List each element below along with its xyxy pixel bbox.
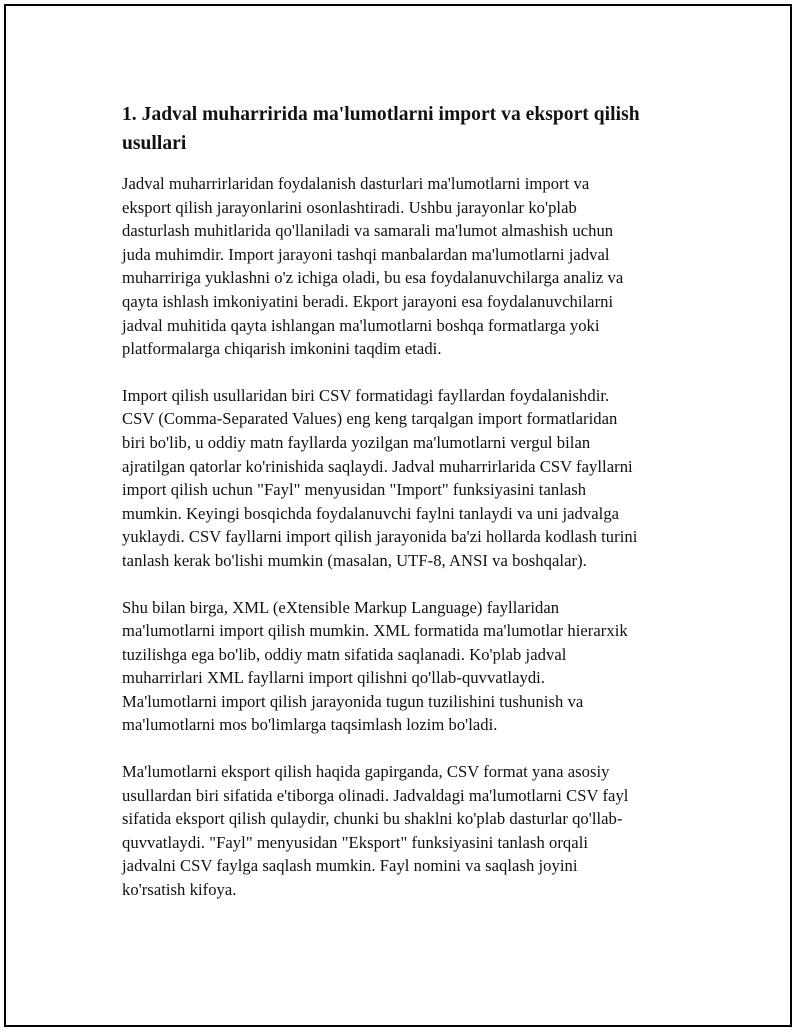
text-line: biri bo'lib, u oddiy matn fayllarda yozilgan ma'lumotlarni vergul bilan: [122, 432, 591, 452]
text-line: dasturlash muhitlarida qo'llaniladi va samarali ma'lumot almashish uchun: [122, 221, 614, 241]
text-line: muharrirlari XML fayllarni import qilishni qo'llab-quvvatlaydi.: [122, 668, 546, 688]
text-line: ko'rsatish kifoya.: [122, 880, 237, 900]
text-line: jadvalni CSV faylga saqlash mumkin. Fayl nomini va saqlash joyini: [122, 856, 578, 876]
text-line: ajratilgan qatorlar ko'rinishida saqlaydi. Jadval muharrirlarida CSV fayllarni: [122, 456, 633, 476]
text-line: CSV (Comma-Separated Values) eng keng tarqalgan import formatlaridan: [122, 409, 618, 429]
text-line: import qilish uchun "Fayl" menyusidan "Import" funksiyasini tanlash: [122, 480, 587, 500]
heading-line: 1. Jadval muharririda ma'lumotlarni import va eksport qilish: [122, 104, 640, 125]
text-line: Ma'lumotlarni import qilish jarayonida tugun tuzilishini tushunish va: [122, 691, 584, 711]
paragraph-xml-import: [122, 596, 682, 738]
document-content: [122, 100, 682, 902]
text-line: ma'lumotlarni mos bo'limlarga taqsimlash lozim bo'ladi.: [122, 715, 498, 735]
text-line: Import qilish usullaridan biri CSV formatidagi fayllardan foydalanishdir.: [122, 385, 610, 405]
heading-line: usullari: [122, 133, 187, 154]
text-line: juda muhimdir. Import jarayoni tashqi manbalardan ma'lumotlarni jadval: [122, 244, 610, 264]
text-line: Jadval muharrirlaridan foydalanish dasturlari ma'lumotlarni import va: [122, 174, 590, 193]
text-line: Shu bilan birga, XML (eXtensible Markup Language) fayllaridan: [122, 597, 560, 617]
paragraph-intro: [122, 172, 682, 361]
paragraph-csv-import: [122, 384, 682, 573]
text-line: mumkin. Keyingi bosqichda foydalanuvchi faylni tanlaydi va uni jadvalga: [122, 503, 620, 523]
text-line: tanlash kerak bo'lishi mumkin (masalan, UTF-8, ANSI va boshqalar).: [122, 550, 587, 570]
text-line: Ma'lumotlarni eksport qilish haqida gapirganda, CSV format yana asosiy: [122, 762, 610, 782]
text-line: muharririga yuklashni o'z ichiga oladi, bu esa foydalanuvchilarga analiz va: [122, 268, 624, 288]
text-line: eksport qilish jarayonlarini osonlashtiradi. Ushbu jarayonlar ko'plab: [122, 197, 577, 217]
text-line: platformalarga chiqarish imkonini taqdim etadi.: [122, 339, 442, 359]
section-heading: [122, 100, 682, 158]
paragraph-csv-export: [122, 760, 682, 902]
text-line: quvvatlaydi. "Fayl" menyusidan "Eksport" funksiyasini tanlash orqali: [122, 832, 589, 852]
text-line: ma'lumotlarni import qilish mumkin. XML formatida ma'lumotlar hierarxik: [122, 621, 628, 641]
text-line: tuzilishga ega bo'lib, oddiy matn sifatida saqlanadi. Ko'plab jadval: [122, 644, 567, 664]
text-line: jadval muhitida qayta ishlangan ma'lumotlarni boshqa formatlarga yoki: [122, 315, 600, 335]
text-line: qayta ishlash imkoniyatini beradi. Ekport jarayoni esa foydalanuvchilarni: [122, 291, 614, 311]
text-line: usullardan biri sifatida e'tiborga olinadi. Jadvaldagi ma'lumotlarni CSV fayl: [122, 785, 629, 805]
text-line: yuklaydi. CSV fayllarni import qilish jarayonida ba'zi hollarda kodlash turini: [122, 527, 638, 547]
document-page: [4, 4, 792, 1027]
text-line: sifatida eksport qilish qulaydir, chunki bu shaklni ko'plab dasturlar qo'llab-: [122, 809, 623, 829]
